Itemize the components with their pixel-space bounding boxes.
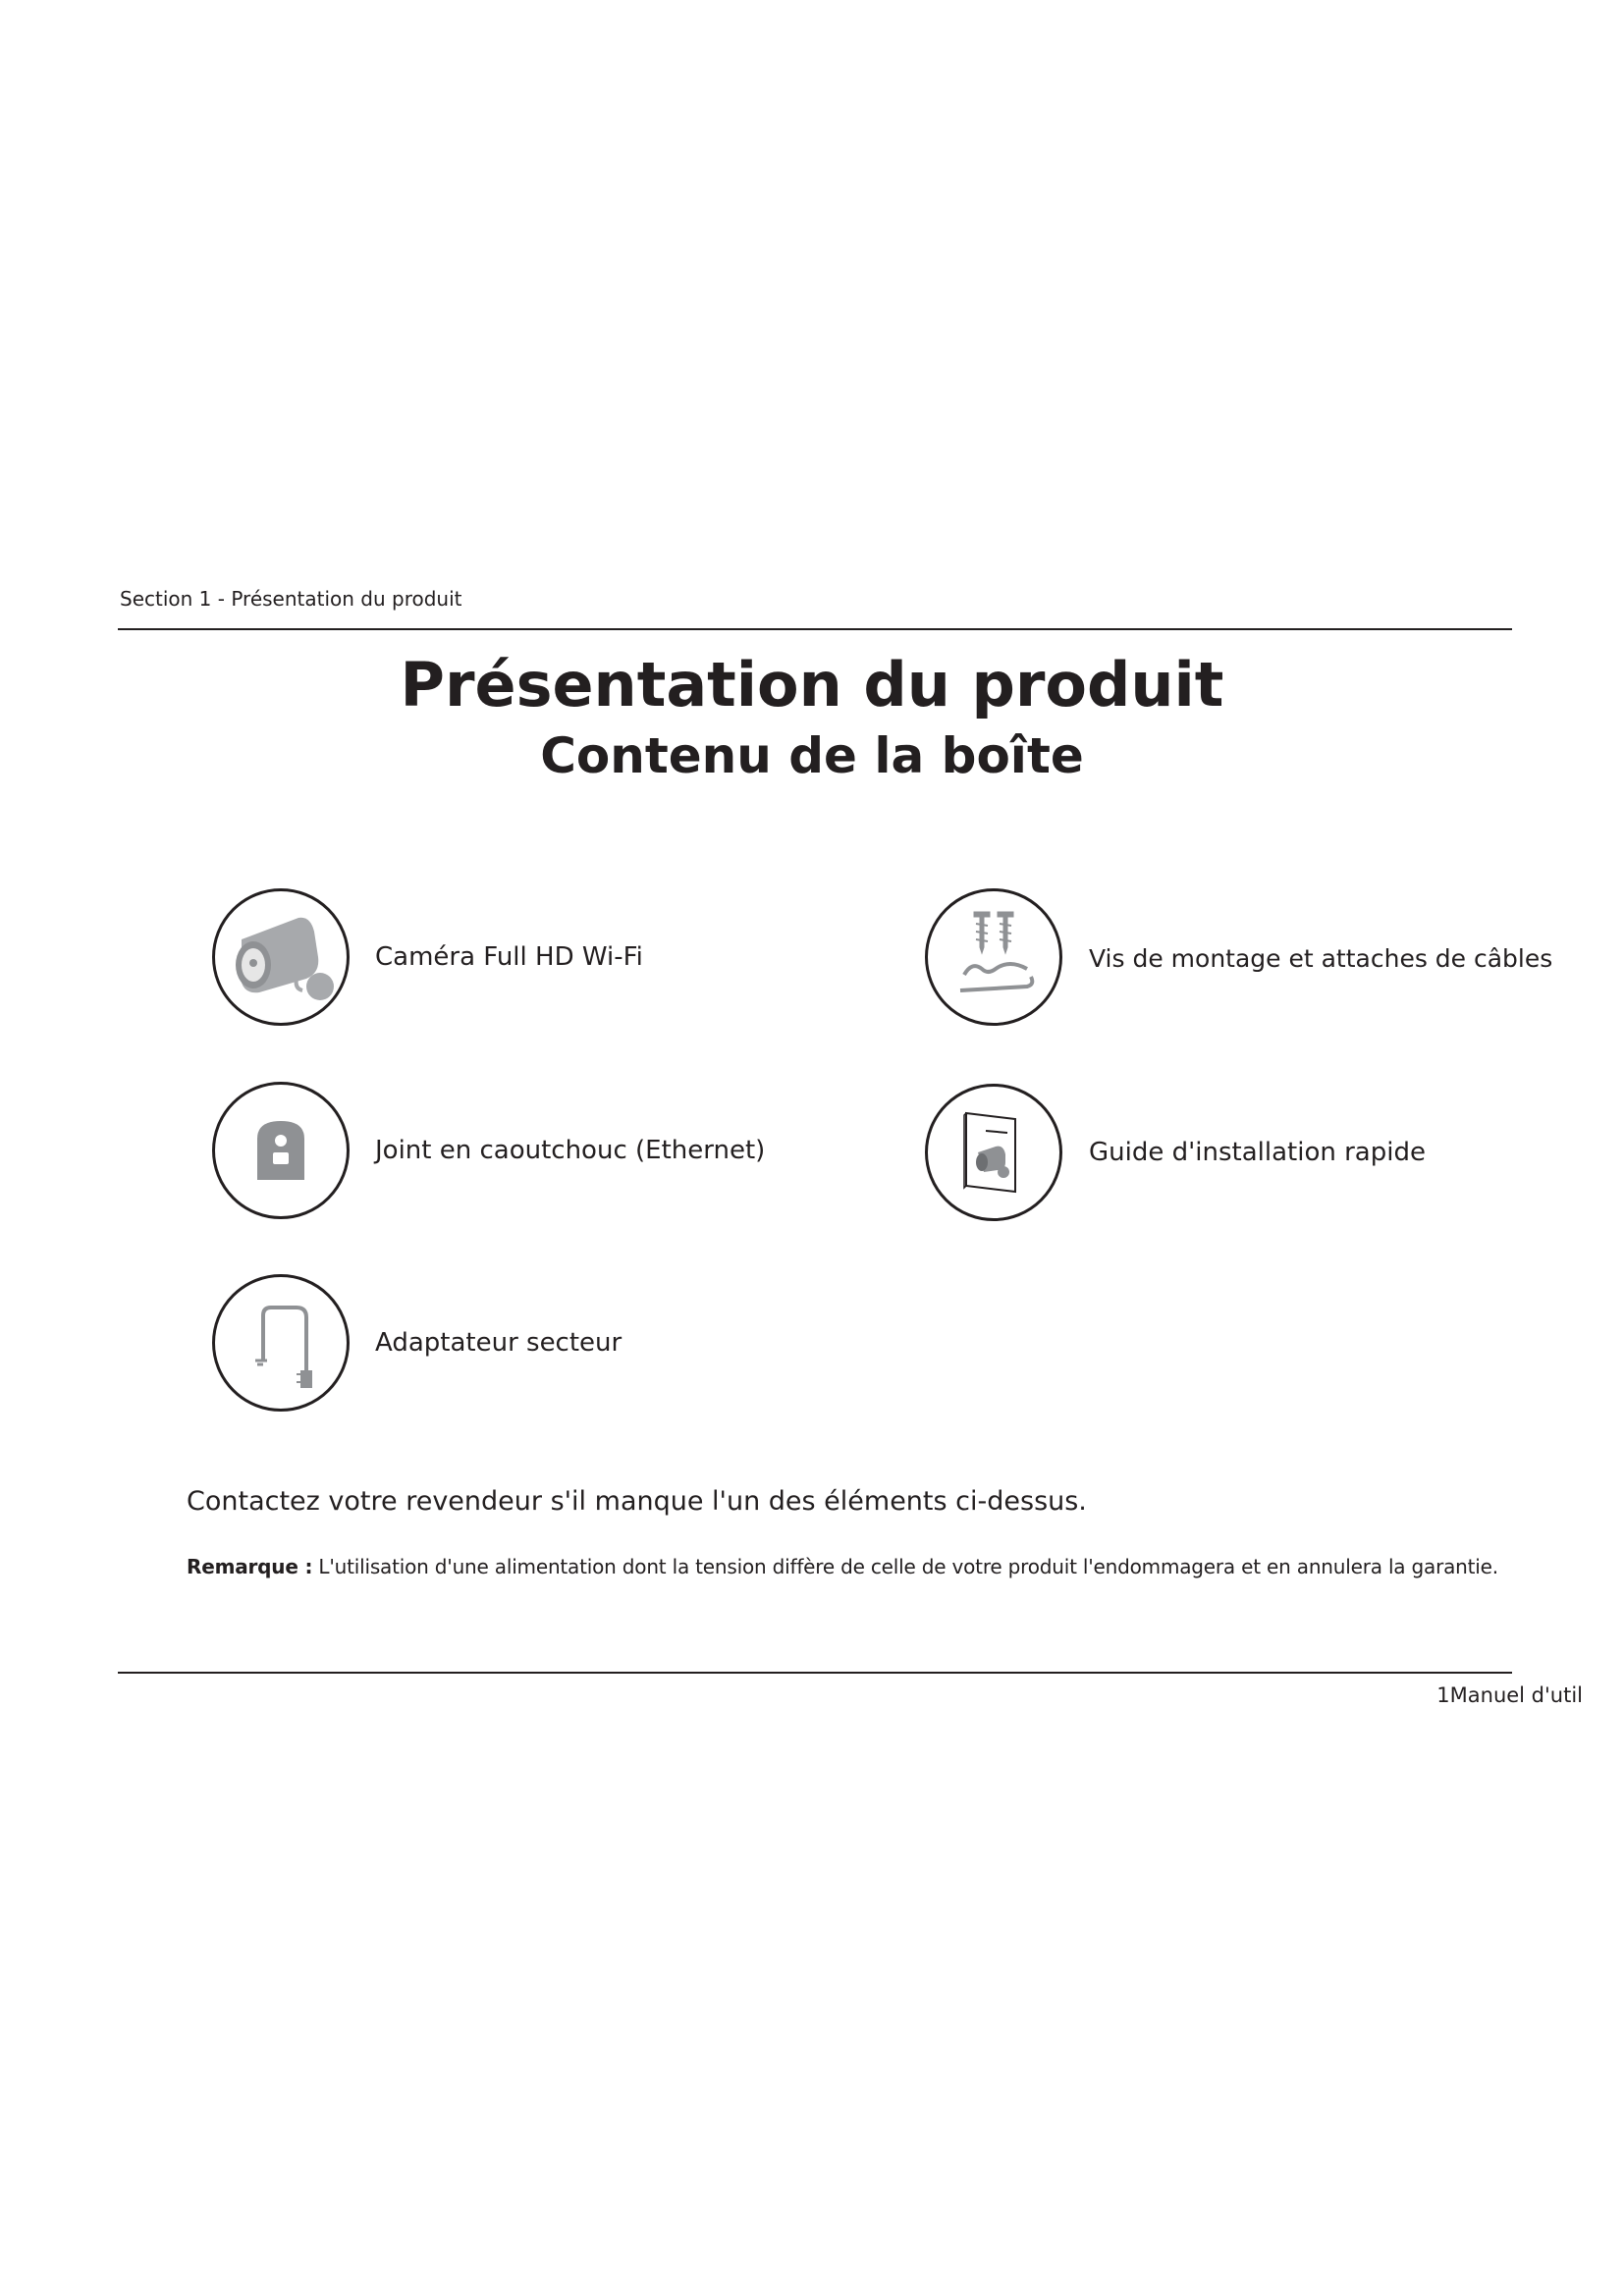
- power-adapter-icon: [212, 1274, 350, 1412]
- guide-icon: [925, 1084, 1062, 1221]
- item-label-guide: Guide d'installation rapide: [1089, 1138, 1426, 1167]
- manual-label: Manuel d'util: [1449, 1683, 1583, 1707]
- note-label: Remarque :: [187, 1555, 313, 1578]
- item-label-screws: Vis de montage et attaches de câbles: [1089, 944, 1553, 973]
- contact-text: Contactez votre revendeur s'il manque l'un des éléments ci-dessus.: [187, 1486, 1087, 1517]
- camera-icon: [212, 888, 350, 1026]
- note: [187, 1554, 1498, 1579]
- item-label-camera: Caméra Full HD Wi-Fi: [375, 942, 643, 972]
- item-label-gasket: Joint en caoutchouc (Ethernet): [375, 1136, 766, 1165]
- footer-divider: [118, 1672, 1512, 1674]
- header-divider: [118, 628, 1512, 630]
- page-number: 1: [1436, 1683, 1450, 1707]
- section-label: Section 1 - Présentation du produit: [120, 587, 462, 611]
- page-subtitle: Contenu de la boîte: [540, 727, 1084, 784]
- screws-icon: [925, 888, 1062, 1026]
- footer: [1436, 1682, 1583, 1708]
- rubber-gasket-icon: [212, 1082, 350, 1219]
- page-title: Présentation du produit: [400, 649, 1224, 721]
- note-text: L'utilisation d'une alimentation dont la tension diffère de celle de votre produit l'endommagera et en annulera la garantie.: [312, 1555, 1498, 1578]
- item-label-adapter: Adaptateur secteur: [375, 1328, 623, 1358]
